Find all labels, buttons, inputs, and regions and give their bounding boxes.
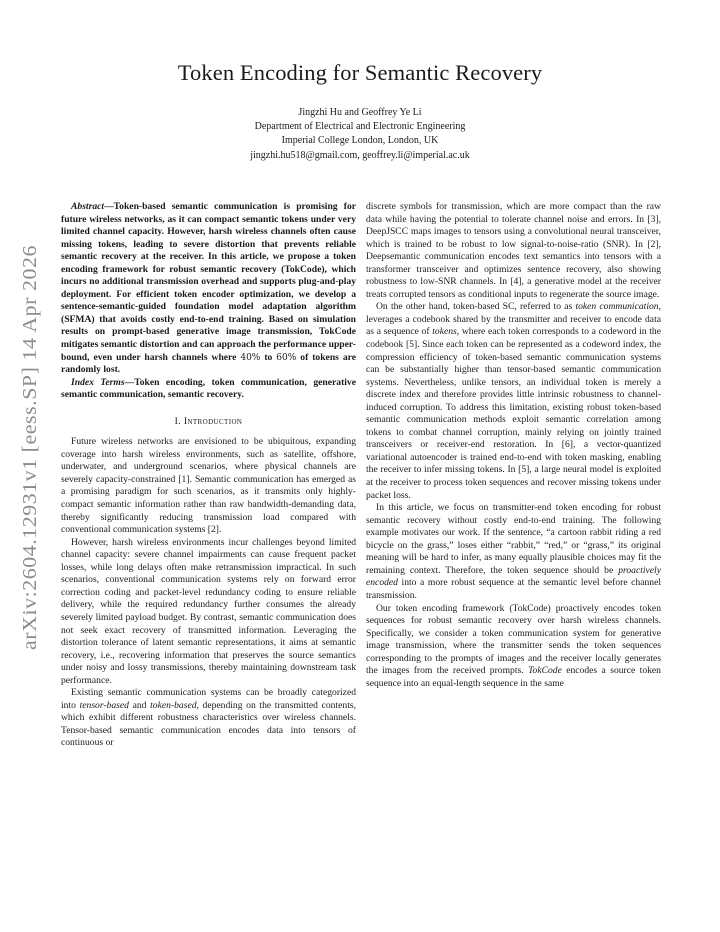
abstract-text-2: to: [260, 351, 277, 363]
author-emails: jingzhi.hu518@gmail.com, geoffrey.li@imperial.ac.uk: [250, 149, 470, 161]
p3-emphasis-tensor: tensor-based: [79, 699, 129, 711]
abstract-pct-high: 60%: [276, 352, 297, 363]
index-terms-label: Index Terms: [71, 376, 125, 388]
rp4-text-b: encodes a source token sequence into an equal-length sequence in the same: [366, 665, 661, 689]
arxiv-stamp: [6, 240, 50, 660]
index-terms-text: —Token encoding, token communication, generative semantic communication, semantic recovery.: [61, 376, 356, 401]
section-heading-introduction: [61, 416, 356, 429]
left-column: [61, 201, 356, 750]
p3-emphasis-token: token-based: [150, 699, 197, 711]
rp3-text-a: In this article, we focus on transmitter-end token encoding for robust semantic recovery without costly end-to-end training. The following example motivates our work. If the sentence, “a cartoon rabbit riding a red bicycle on the grass,” loses either “rabbit,” “red,” or “grass,” its original meaning will be hard to infer, as many equally plausible choices may fit the remaining context. Therefore, the token sequence should be: [366, 502, 661, 576]
rp4-text-a: Our token encoding framework (TokCode) proactively encodes token sequences for robust semantic recovery over harsh wireless channels. Specifically, we consider a token communication system for generative image transmission, where the transmitter sends the token sequences corresponding to the prompts of images and the receiver locally generates the images from the received prompts.: [366, 602, 661, 677]
intro-paragraph-1: Future wireless networks are envisioned to be ubiquitous, expanding coverage into harsh wireless environments, such as satellite, offshore, underwater, and underground scenarios, where physical channels are severely capacity-constrained [1]. Semantic communication has emerged as a promising paradigm for such scenarios, as it transmits only highly-compact semantic information rather than raw bandwidth-demanding data, thereby significantly reducing transmission load compared with conventional communication systems [2].: [61, 436, 356, 536]
abstract-pct-low: 40%: [240, 352, 261, 363]
rp2-text-a: On the other hand, token-based SC, referred to as: [376, 301, 576, 313]
paper-title: Token Encoding for Semantic Recovery: [177, 60, 543, 85]
abstract-label: Abstract: [71, 201, 105, 212]
p3-text-b: and: [128, 699, 151, 711]
rp2-emphasis-tokens: tokens: [432, 326, 457, 338]
section-title: Introduction: [183, 415, 243, 427]
right-column: [366, 201, 661, 690]
abstract-text-1: —Token-based semantic communication is promising for future wireless networks, as it can compact semantic tokens under very limited channel capacity. However, harsh wireless channels often cause missing tokens, leading to severe distortion that prevents reliable semantic recovery at the receiver. In this article, we propose a token encoding framework for robust semantic recovery (TokCode), which incurs no additional transmission overhead and supports plug-and-play deployment. For efficient token encoder optimization, we develop a sentence-semantic-guided foundation model adaptation algorithm (SFMA) that avoids costly end-to-end training. Based on simulation results on prompt-based generative image transmission, TokCode mitigates semantic distortion and can approach the performance upper-bound, even under harsh channels where: [61, 201, 356, 363]
rp3-emphasis: proactively encoded: [366, 564, 661, 589]
right-paragraph-1: discrete symbols for transmission, which are more compact than the raw data while having the potential to tolerate channel noise and errors. In [3], DeepJSCC maps images to tensors using a convolutional neural transceiver, which is trained to be robust to low signal-to-noise-ratio (SNR). In [2], Deepsemantic communication encodes text semantics into tensors with a transformer transceiver and optimizes sentence recovery, also showing robustness to low-SNR channels. In [4], a generative model at the receiver treats corrupted tensors as conditional inputs to regenerate the source image.: [366, 201, 661, 300]
p3-text-a: Existing semantic communication systems can be broadly categorized into: [61, 687, 356, 711]
p3-text-c: , depending on the transmitted contents, which exhibit different robustness characteristics over wireless channels. Tensor-based semantic communication encodes data into tensors of continuous or: [61, 699, 356, 749]
author-affiliation: Imperial College London, London, UK: [281, 135, 439, 147]
section-numeral: I.: [174, 415, 182, 427]
right-paragraph-3: [366, 502, 661, 602]
abstract: [61, 201, 356, 377]
right-paragraph-2: [366, 301, 661, 502]
rp2-text-c: , where each token corresponds to a codeword in the codebook [5]. Since each token can be represented as a codeword index, the compression efficiency of token-based semantic communication systems can be substantially higher than tensor-based semantic communication systems. Nevertheless, unlike tensors, an individual token is merely a discrete index and therefore provides little intrinsic robustness to channel-induced corruption. To address this limitation, existing robust token-based semantic communication methods exploit semantic correlation among tokens to combat channel corruption, mainly relying on jointly trained transceivers or receiver-end restoration. In [6], a vector-quantized variational autoencoder is trained end-to-end with token masking, enabling the receiver to infer missing tokens. In [5], a large neural model is exploited at the receiver to process token sequences and recover missing tokens under packet loss.: [366, 326, 661, 501]
rp2-text-b: , leverages a codebook shared by the transmitter and receiver to encode data as a sequence of: [366, 301, 661, 338]
author-department: Department of Electrical and Electronic Engineering: [254, 121, 466, 133]
right-paragraph-4: [366, 603, 661, 691]
author-names: Jingzhi Hu and Geoffrey Ye Li: [298, 107, 422, 118]
index-terms: [61, 377, 356, 402]
rp4-emphasis-tokcode: TokCode: [528, 665, 562, 677]
intro-paragraph-2: However, harsh wireless environments incur challenges beyond limited channel capacity: severe channel impairments can cause frequent packet losses, while long delays often make retransmission impractical. In such scenarios, conventional communication systems rely on forward error correction coding and packet-level redundancy coding to ensure reliable delivery, while the required redundancy further consumes the already severely limited payload budget. By contrast, semantic communication does not seek exact recovery of transmitted information. Leveraging the distortion tolerance of latent semantic representations, it aims at semantic recovery, i.e., recovering information that preserves the source semantics under noisy and lossy transmissions, thereby maintaining downstream task performance.: [61, 536, 356, 686]
rp2-emphasis-token-communication: token communication: [575, 301, 659, 313]
arxiv-stamp-text: arXiv:2604.12931v1 [eess.SP] 14 Apr 2026: [19, 280, 41, 650]
rp3-text-b: into a more robust sequence at the semantic level before channel transmission.: [366, 577, 661, 601]
author-block: [60, 106, 660, 163]
abstract-text-3: of tokens are randomly lost.: [61, 351, 356, 376]
intro-paragraph-3: [61, 687, 356, 750]
